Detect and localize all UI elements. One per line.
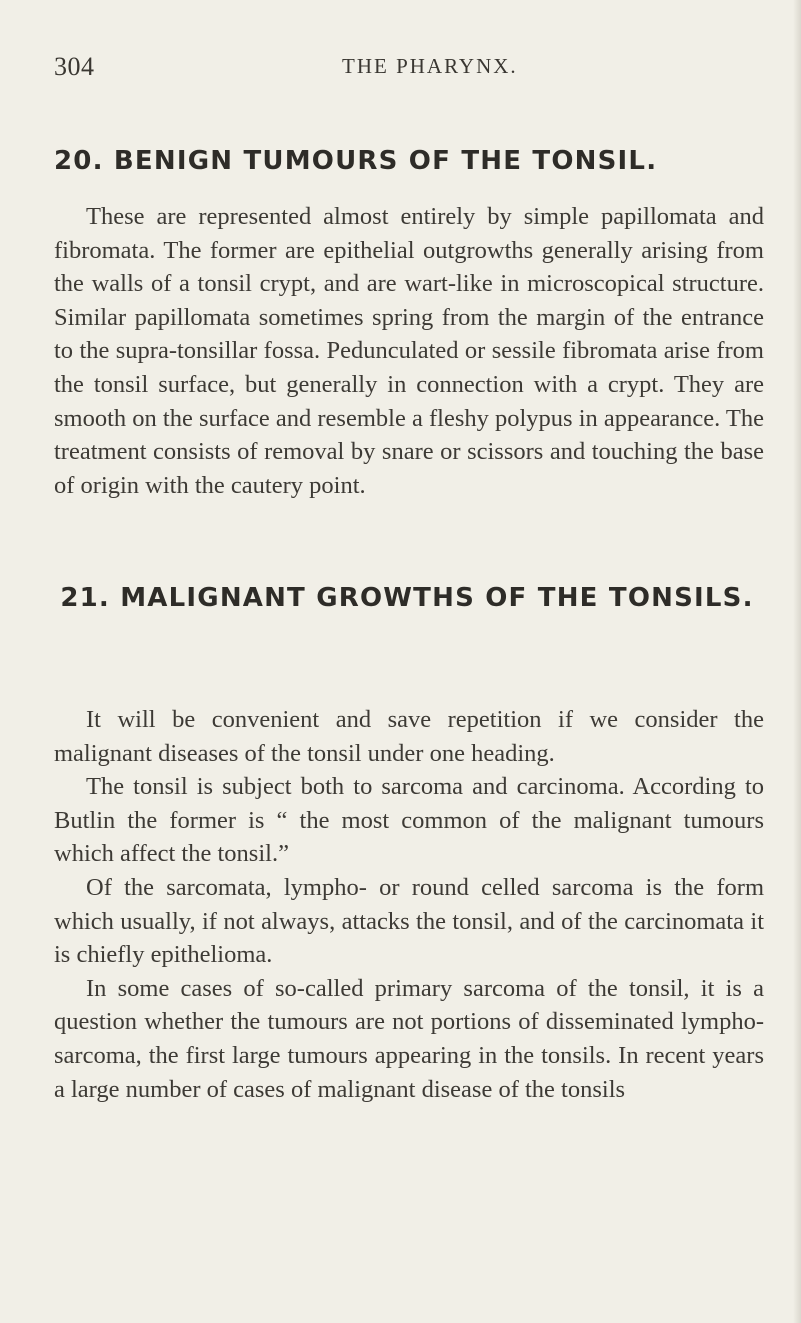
running-head [0, 52, 801, 88]
section-heading-benign-tumours: 20. BENIGN TUMOURS OF THE TONSIL. [54, 146, 658, 176]
section-body-malignant-growths [54, 703, 764, 1106]
paragraph: Of the sarcomata, lympho- or round celled sarcoma is the form which usually, if not always, attacks the tonsil, and of the carcinomata it is chiefly epithelioma. [54, 873, 764, 969]
section-heading-malignant-growths: 21. MALIGNANT GROWTHS OF THE TONSILS. [60, 583, 754, 613]
paragraph: In some cases of so-called primary sarcoma of the tonsil, it is a question whether the tumours are not portions of disseminated lympho-sarcoma, the first large tumours appearing in the tonsils. In recent years a large number of cases of malignant disease of the tonsils [54, 974, 764, 1103]
page-edge-shadow [793, 0, 801, 1323]
section-body-benign-tumours [54, 200, 764, 502]
paragraph: These are represented almost entirely by simple papillomata and fibromata. The former are epithelial outgrowths generally arising from the walls of a tonsil crypt, and are wart-like in microscopical structure. Similar papillomata sometimes spring from the margin of the entrance to the supra-tonsillar fossa. Pedunculated or sessile fibromata arise from the tonsil surface, but generally in connection with a crypt. They are smooth on the surface and resemble a fleshy polypus in appearance. The treatment consists of removal by snare or scissors and touching the base of origin with the cautery point. [54, 203, 764, 499]
running-title: THE PHARYNX. [342, 54, 518, 78]
paragraph: The tonsil is subject both to sarcoma and carcinoma. According to Butlin the former is “ the most common of the malignant tumours which affect the tonsil.” [54, 773, 764, 868]
paragraph: It will be convenient and save repetition if we consider the malignant diseases of the tonsil under one heading. [54, 706, 764, 767]
page-number: 304 [54, 52, 95, 81]
